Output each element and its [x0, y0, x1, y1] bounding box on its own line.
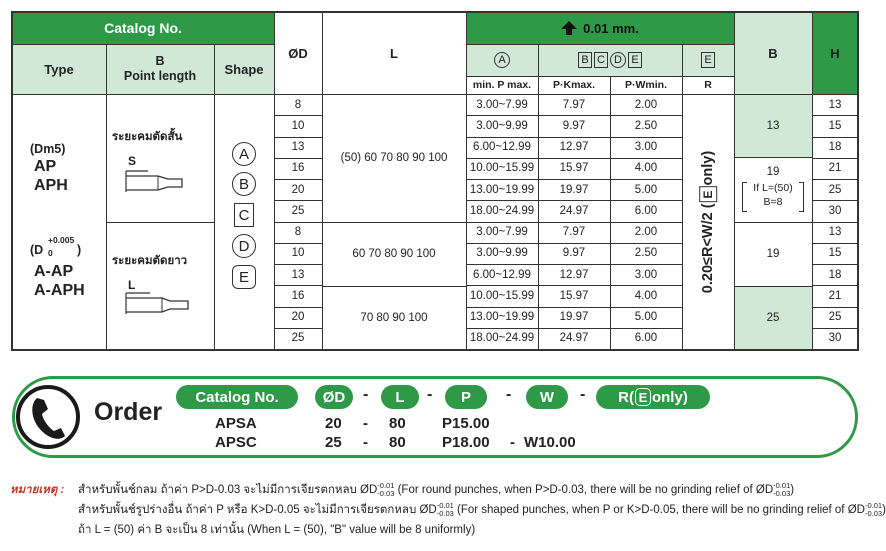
shape-c-icon: C	[234, 203, 254, 227]
row-12-k-max: 24.97	[559, 332, 589, 345]
shape-a-circle-icon: A	[494, 52, 510, 68]
row-1-h: 13	[828, 98, 842, 111]
shape-b-square-icon: B	[578, 52, 592, 68]
header-b-letter: B	[155, 54, 165, 68]
type-d-tolerance: (D +0.005 0 )	[30, 235, 82, 258]
pill-catalog-no: Catalog No.	[176, 385, 298, 409]
row-8-w-min: 2.50	[634, 247, 658, 260]
row-4-od: 16	[291, 162, 305, 175]
note-2: สำหรับพั้นช์รูปร่างอื่น ถ้าค่า P หรือ K>D-0.05 จะไม่มีการเจียรตกหลบ ØD -0.01 -0.03 (For shaped punches, when P or K>D-0.05, there will be no grinding relief of ØD -0.01 -0.03 )	[78, 500, 886, 518]
row-5-h: 25	[828, 183, 842, 196]
b-value-4: 25	[766, 311, 780, 324]
r-range-text	[699, 150, 717, 292]
arrow-up-icon	[561, 21, 577, 35]
b-value-2: 19	[766, 166, 780, 178]
b-value-3: 19	[766, 248, 780, 260]
header-col-a	[466, 44, 538, 76]
order-ex2-dash2: -	[510, 434, 515, 451]
row-12-p-range: 18.00~24.99	[469, 332, 535, 345]
shape-b-icon: B	[232, 172, 256, 196]
header-b-point-length	[106, 44, 214, 94]
row-3-k-max: 12.97	[559, 141, 589, 154]
r-range-prefix: 0.20≤R<W/2 (	[700, 202, 716, 293]
phone-icon	[15, 384, 81, 450]
row-1-w-min: 2.00	[634, 98, 658, 111]
order-ex1-od: 20	[325, 415, 342, 432]
row-6-k-max: 24.97	[559, 204, 589, 217]
b-value-1: 13	[766, 119, 780, 132]
header-catalog-no: Catalog No.	[12, 12, 274, 44]
header-shape: Shape	[214, 44, 274, 94]
header-sub-k: P·Kmax.	[552, 79, 595, 91]
row-10-k-max: 15.97	[559, 289, 589, 302]
row-8-od: 10	[291, 247, 305, 260]
point-long-letter: L	[128, 278, 136, 292]
row-1-k-max: 7.97	[562, 98, 586, 111]
shape-c-square-icon: C	[594, 52, 608, 68]
row-2-w-min: 2.50	[634, 119, 658, 132]
row-3-w-min: 3.00	[634, 141, 658, 154]
shape-d-circle-icon: D	[610, 52, 626, 68]
pill-w: W	[526, 385, 568, 409]
row-9-od: 13	[291, 268, 305, 281]
header-col-bcde	[538, 44, 682, 76]
order-dash-2: -	[427, 386, 433, 403]
type-dm5: (Dm5)	[30, 142, 66, 156]
shape-e-r-icon: E	[699, 186, 717, 202]
short-point-punch-icon	[122, 170, 218, 194]
pill-l: L	[381, 385, 419, 409]
shape-d-icon: D	[232, 234, 256, 258]
type-a-ap: A-AP	[34, 263, 74, 280]
row-11-w-min: 5.00	[634, 311, 658, 324]
order-ex2-w: W10.00	[524, 434, 576, 451]
type-a-aph: A-APH	[34, 282, 85, 299]
header-type: Type	[12, 44, 106, 94]
note-1: สำหรับพั้นช์กลม ถ้าค่า P>D-0.03 จะไม่มีการเจียรตกหลบ ØD -0.01 -0.03 (For round punches, when P>D-0.03, there will be no grinding relief of ØD -0.01 -0.03 )	[78, 480, 795, 498]
row-8-h: 15	[828, 247, 842, 260]
order-ex1-p: P15.00	[442, 415, 490, 432]
b-note-line2: B=8	[763, 196, 783, 208]
point-short	[112, 128, 212, 168]
row-11-p-range: 13.00~19.99	[469, 311, 535, 324]
row-11-k-max: 19.97	[559, 311, 589, 324]
row-7-h: 13	[828, 226, 842, 239]
row-7-k-max: 7.97	[562, 226, 586, 239]
order-ex2-dash: -	[363, 434, 368, 451]
point-long-label: ระยะคมตัดยาว	[112, 255, 188, 267]
row-4-k-max: 15.97	[559, 162, 589, 175]
row-9-p-range: 6.00~12.99	[473, 268, 531, 281]
row-2-h: 15	[828, 119, 842, 132]
header-tolerance	[466, 12, 734, 44]
row-2-p-range: 3.00~9.99	[476, 119, 528, 132]
order-dash-3: -	[506, 386, 512, 403]
header-sub-w: P·Wmin.	[625, 79, 667, 91]
header-point-length: Point length	[123, 69, 197, 83]
row-1-p-range: 3.00~7.99	[476, 98, 528, 111]
order-dash-4: -	[580, 386, 586, 403]
order-ex2-l: 80	[389, 434, 406, 451]
type-group-1	[30, 142, 100, 195]
type-aph: APH	[34, 177, 68, 194]
long-point-punch-icon	[122, 292, 218, 316]
order-ex2-p: P18.00	[442, 434, 490, 451]
order-title: Order	[94, 398, 163, 426]
header-l: L	[390, 45, 398, 61]
row-5-k-max: 19.97	[559, 183, 589, 196]
header-col-e	[682, 44, 734, 76]
row-6-p-range: 18.00~24.99	[469, 204, 535, 217]
order-ex1-cat: APSA	[215, 415, 257, 432]
pill-p: P	[445, 385, 487, 409]
shape-e-header-icon: E	[701, 52, 715, 68]
pill-r-e-icon: E	[635, 388, 651, 406]
pill-od: ØD	[315, 385, 353, 409]
row-10-p-range: 10.00~15.99	[469, 289, 535, 302]
row-2-k-max: 9.97	[562, 119, 586, 132]
row-3-od: 13	[291, 141, 305, 154]
row-5-p-range: 13.00~19.99	[469, 183, 535, 196]
row-3-p-range: 6.00~12.99	[473, 141, 531, 154]
row-10-od: 16	[291, 289, 305, 302]
row-7-p-range: 3.00~7.99	[476, 226, 528, 239]
header-b: B	[734, 12, 812, 94]
order-ex1-l: 80	[389, 415, 406, 432]
b-value-2-note	[742, 181, 804, 213]
row-5-w-min: 5.00	[634, 183, 658, 196]
shape-e-square-icon: E	[628, 52, 642, 68]
header-tolerance-label: 0.01 mm.	[583, 20, 639, 36]
point-short-letter: S	[128, 154, 137, 168]
order-ex1-dash: -	[363, 415, 368, 432]
row-1-od: 8	[294, 98, 302, 111]
header-sub-p: min. P max.	[472, 79, 532, 91]
row-7-w-min: 2.00	[634, 226, 658, 239]
row-7-od: 8	[294, 226, 302, 239]
row-8-k-max: 9.97	[562, 247, 586, 260]
row-2-od: 10	[291, 119, 305, 132]
order-ex2-cat: APSC	[215, 434, 257, 451]
r-range-suffix: only)	[700, 150, 716, 185]
r-range-cell	[682, 94, 734, 349]
type-ap: AP	[34, 158, 57, 175]
row-4-h: 21	[828, 162, 842, 175]
shape-a-icon: A	[232, 142, 256, 166]
row-8-p-range: 3.00~9.99	[476, 247, 528, 260]
notes-label: หมายเหตุ :	[10, 484, 65, 496]
row-3-h: 18	[828, 141, 842, 154]
row-9-k-max: 12.97	[559, 268, 589, 281]
row-12-od: 25	[291, 332, 305, 345]
b-note-line1: If L=(50)	[753, 182, 793, 194]
row-11-od: 20	[291, 311, 305, 324]
type-group-2	[30, 237, 106, 300]
header-h: H	[812, 12, 858, 94]
row-10-h: 21	[828, 289, 842, 302]
phone-badge	[10, 376, 86, 458]
row-10-w-min: 4.00	[634, 289, 658, 302]
order-ex2-od: 25	[325, 434, 342, 451]
header-sub-r: R	[704, 79, 712, 91]
row-6-od: 25	[291, 204, 305, 217]
row-12-w-min: 6.00	[634, 332, 658, 345]
row-11-h: 25	[828, 311, 842, 324]
row-4-w-min: 4.00	[634, 162, 658, 175]
b-value-2-cell	[734, 157, 812, 222]
l-values-group2: 60 70 80 90 100	[352, 248, 436, 260]
row-9-w-min: 3.00	[634, 268, 658, 281]
row-4-p-range: 10.00~15.99	[469, 162, 535, 175]
point-short-label: ระยะคมตัดสั้น	[112, 131, 183, 143]
row-6-w-min: 6.00	[634, 204, 658, 217]
row-12-h: 30	[828, 332, 842, 345]
note-3: ถ้า L = (50) ค่า B จะเป็น 8 เท่านั้น (When L = (50), "B" value will be 8 uniformly)	[78, 524, 476, 536]
header-od: ØD	[288, 45, 308, 61]
order-dash-1: -	[363, 386, 369, 403]
row-6-h: 30	[828, 204, 842, 217]
row-5-od: 20	[291, 183, 305, 196]
l-values-group3: 70 80 90 100	[360, 311, 428, 324]
l-values-group1: (50) 60 70 80 90 100	[340, 152, 448, 164]
row-9-h: 18	[828, 268, 842, 281]
pill-r: R( E only)	[596, 385, 710, 409]
point-long	[112, 252, 212, 292]
shape-e-icon: E	[232, 265, 256, 289]
